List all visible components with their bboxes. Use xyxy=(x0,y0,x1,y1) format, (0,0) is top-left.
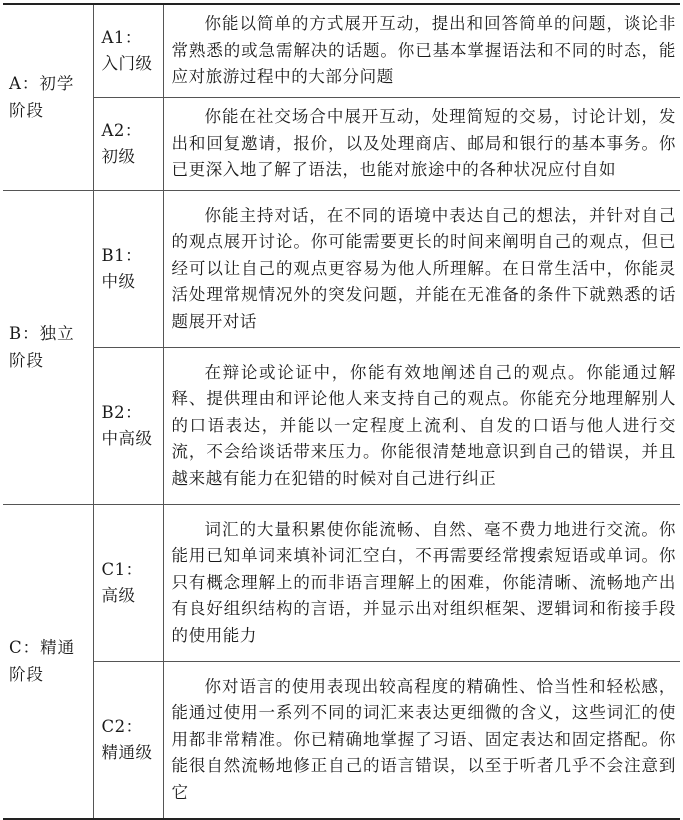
stage-cell-a xyxy=(3,4,93,191)
table-row xyxy=(3,662,680,820)
description-cell-c1 xyxy=(163,505,680,662)
description-cell-a1 xyxy=(163,4,680,98)
level-cell-c1 xyxy=(93,505,163,662)
level-code: A1： xyxy=(101,27,142,47)
level-cell-a2 xyxy=(93,98,163,191)
stage-label: 阶段 xyxy=(9,350,44,370)
level-cell-b1 xyxy=(93,191,163,348)
level-name: 入门级 xyxy=(101,54,153,73)
level-code: A2： xyxy=(101,120,142,140)
stage-cell-b xyxy=(3,191,93,505)
stage-label: 阶段 xyxy=(9,664,44,684)
level-code: C2： xyxy=(101,716,143,736)
stage-label: 阶段 xyxy=(9,100,44,120)
level-name: 中高级 xyxy=(101,429,153,448)
level-cell-c2 xyxy=(93,662,163,820)
level-cell-b2 xyxy=(93,348,163,505)
level-code: C1： xyxy=(101,559,143,579)
stage-label: B：独立 xyxy=(9,324,75,343)
stage-label: A：初学 xyxy=(9,74,75,93)
level-description: 词汇的大量积累使你能流畅、自然、毫不费力地进行交流。你能用已知单词来填补词汇空白，不再需要经常搜索短语或单词。你只有概念理解上的而非语言理解上的困难，你能清晰、流畅地产出有良好组织结构的言语，并显示出对组织框架、逻辑词和衔接手段的使用能力 xyxy=(171,519,676,645)
level-name: 高级 xyxy=(101,586,136,605)
level-name: 中级 xyxy=(101,272,136,291)
cefr-levels-table xyxy=(3,3,680,820)
level-description: 你对语言的使用表现出较高程度的精确性、恰当性和轻松感，能通过使用一系列不同的词汇来表达更细微的含义，这些词汇的使用都非常精准。你已精确地掌握了习语、固定表达和固定搭配。你能很自然流畅地修正自己的语言错误，以至于听者几乎不会注意到它 xyxy=(171,676,676,802)
level-code: B2： xyxy=(101,402,143,422)
description-cell-b1 xyxy=(163,191,680,348)
level-cell-a1 xyxy=(93,4,163,98)
table-row xyxy=(3,348,680,505)
level-code: B1： xyxy=(101,245,143,265)
stage-cell-c xyxy=(3,505,93,820)
level-description: 你能以简单的方式展开互动，提出和回答简单的问题，谈论非常熟悉的或急需解决的话题。你已基本掌握语法和不同的时态，能应对旅游过程中的大部分问题 xyxy=(171,14,676,87)
level-name: 初级 xyxy=(101,147,136,166)
level-description: 在辩论或论证中，你能有效地阐述自己的观点。你能通过解释、提供理由和评论他人来支持自己的观点。你能充分地理解别人的口语表达，并能以一定程度上流利、自发的口语与他人进行交流，不会给谈话带来压力。你能很清楚地意识到自己的错误，并且越来越有能力在犯错的时候对自己进行纠正 xyxy=(171,362,676,488)
level-description: 你能在社交场合中展开互动，处理简短的交易，讨论计划，发出和回复邀请，报价，以及处理商店、邮局和银行的基本事务。你已更深入地了解了语法，也能对旅途中的各种状况应付自如 xyxy=(171,107,676,180)
stage-label: C：精通 xyxy=(9,638,76,657)
description-cell-a2 xyxy=(163,98,680,191)
description-cell-b2 xyxy=(163,348,680,505)
level-name: 精通级 xyxy=(101,743,153,762)
table-row xyxy=(3,505,680,662)
table-row xyxy=(3,4,680,98)
table-row xyxy=(3,98,680,191)
table-row xyxy=(3,191,680,348)
description-cell-c2 xyxy=(163,662,680,820)
level-description: 你能主持对话，在不同的语境中表达自己的想法，并针对自己的观点展开讨论。你可能需要更长的时间来阐明自己的观点，但已经可以让自己的观点更容易为他人所理解。在日常生活中，你能灵活处理常规情况外的突发问题，并能在无准备的条件下就熟悉的话题展开对话 xyxy=(171,205,676,331)
